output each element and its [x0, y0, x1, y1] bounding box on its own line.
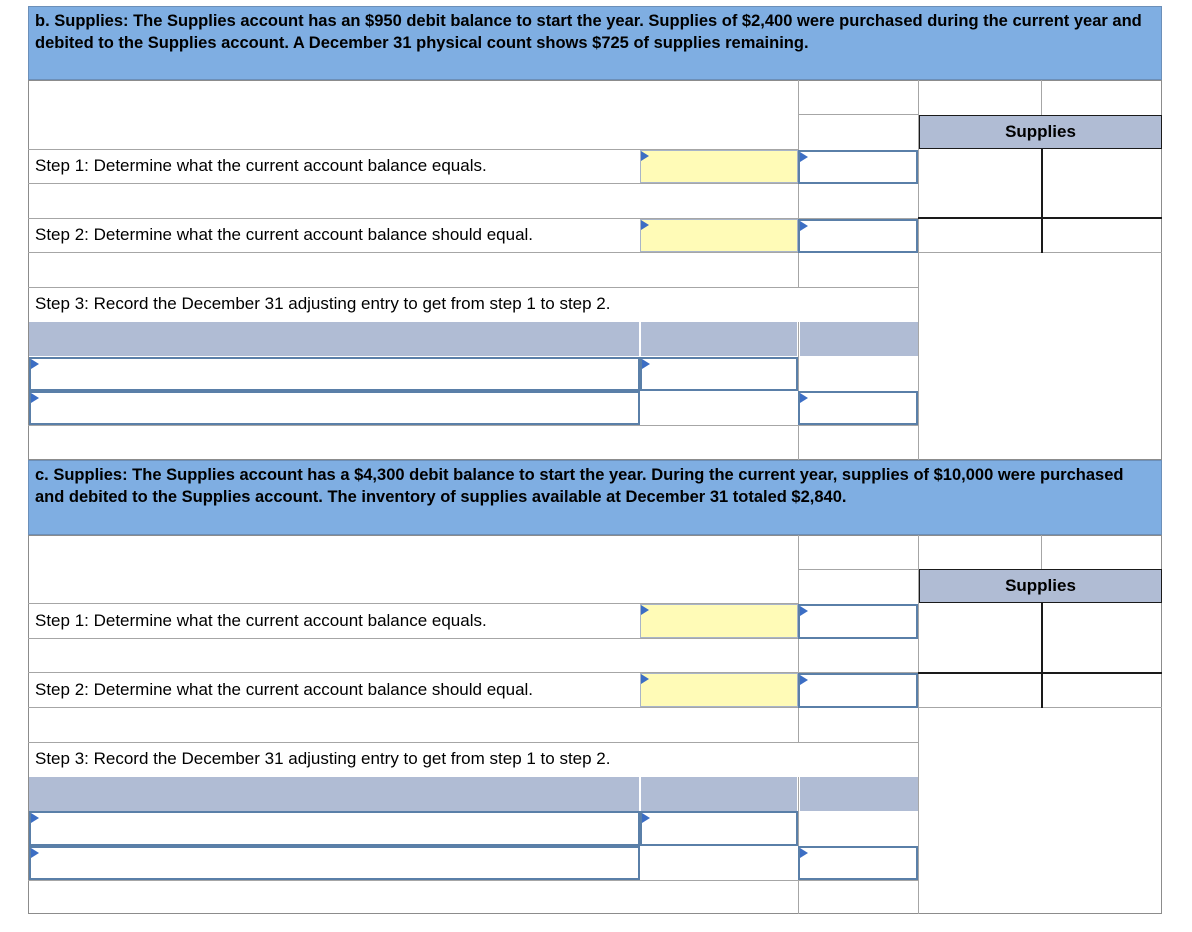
step-2-label: Step 2: Determine what the current account balance should equal. — [35, 225, 534, 244]
journal-row-2-credit-input[interactable] — [798, 846, 918, 880]
journal-row-1-account-input[interactable] — [29, 811, 640, 846]
divider — [28, 425, 918, 426]
step-1-amount-input[interactable] — [640, 150, 798, 183]
dropdown-marker-icon — [800, 675, 808, 685]
dropdown-marker-icon — [642, 813, 650, 823]
divider — [28, 707, 1162, 708]
step-1-label: Step 1: Determine what the current account balance equals. — [35, 156, 487, 175]
step-2-amount-input[interactable] — [640, 219, 798, 252]
dropdown-marker-icon — [642, 359, 650, 369]
t-account-divider — [1041, 603, 1043, 708]
section-b-header — [28, 6, 1162, 80]
dropdown-marker-icon — [800, 152, 808, 162]
divider — [798, 569, 918, 570]
step-3-label: Step 3: Record the December 31 adjusting entry to get from step 1 to step 2. — [35, 294, 611, 313]
journal-row-2-account-input[interactable] — [29, 846, 640, 880]
journal-header-credit — [800, 777, 918, 811]
divider — [1041, 80, 1042, 115]
journal-header-debit — [641, 777, 797, 811]
dropdown-marker-icon — [641, 605, 649, 615]
dropdown-marker-icon — [31, 393, 39, 403]
journal-header-account — [29, 777, 639, 811]
divider — [28, 183, 918, 184]
dropdown-marker-icon — [641, 220, 649, 230]
step-2-cell-input[interactable] — [798, 219, 918, 253]
t-account-divider — [1041, 149, 1043, 253]
divider — [28, 742, 918, 743]
dropdown-marker-icon — [641, 674, 649, 684]
dropdown-marker-icon — [800, 848, 808, 858]
dropdown-marker-icon — [800, 221, 808, 231]
divider — [1041, 535, 1042, 570]
step-2-amount-input[interactable] — [640, 673, 798, 707]
step-2-label: Step 2: Determine what the current account balance should equal. — [35, 680, 534, 699]
dropdown-marker-icon — [31, 813, 39, 823]
journal-row-1-debit-input[interactable] — [640, 357, 798, 391]
step-1-label: Step 1: Determine what the current account balance equals. — [35, 611, 487, 630]
divider — [28, 287, 918, 288]
journal-header-account — [29, 322, 639, 356]
section-c-header — [28, 460, 1162, 535]
t-account-title: Supplies — [919, 569, 1162, 603]
step-2-cell-input[interactable] — [798, 673, 918, 708]
step-1-amount-input[interactable] — [640, 604, 798, 638]
dropdown-marker-icon — [800, 393, 808, 403]
step-1-cell-input[interactable] — [798, 604, 918, 639]
divider — [28, 880, 918, 881]
journal-header-debit — [641, 322, 797, 356]
t-account-rule — [918, 672, 1162, 674]
journal-row-1-account-input[interactable] — [29, 357, 640, 391]
step-3-label: Step 3: Record the December 31 adjusting entry to get from step 1 to step 2. — [35, 749, 611, 768]
divider — [28, 252, 1162, 253]
section-c-header-text: c. Supplies: The Supplies account has a $4,300 debit balance to start the year. During the current year, supplies of $10,000 were purchased and debited to the Supplies account. The inventory of supplies available at December 31 totaled $2,840. — [35, 466, 1124, 506]
divider — [28, 638, 918, 639]
journal-header-credit — [800, 322, 918, 356]
journal-row-2-account-input[interactable] — [29, 391, 640, 425]
dropdown-marker-icon — [800, 606, 808, 616]
dropdown-marker-icon — [31, 359, 39, 369]
step-1-cell-input[interactable] — [798, 150, 918, 184]
dropdown-marker-icon — [641, 151, 649, 161]
journal-row-1-debit-input[interactable] — [640, 811, 798, 846]
t-account-rule — [918, 217, 1162, 219]
section-b-header-text: b. Supplies: The Supplies account has an $950 debit balance to start the year. Supplies of $2,400 were purchased during the current year and debited to the Supplies account. A December 31 physical count shows $725 of supplies remaining. — [35, 12, 1142, 52]
t-account-title: Supplies — [919, 115, 1162, 149]
dropdown-marker-icon — [31, 848, 39, 858]
journal-row-2-credit-input[interactable] — [798, 391, 918, 425]
divider — [798, 114, 918, 115]
